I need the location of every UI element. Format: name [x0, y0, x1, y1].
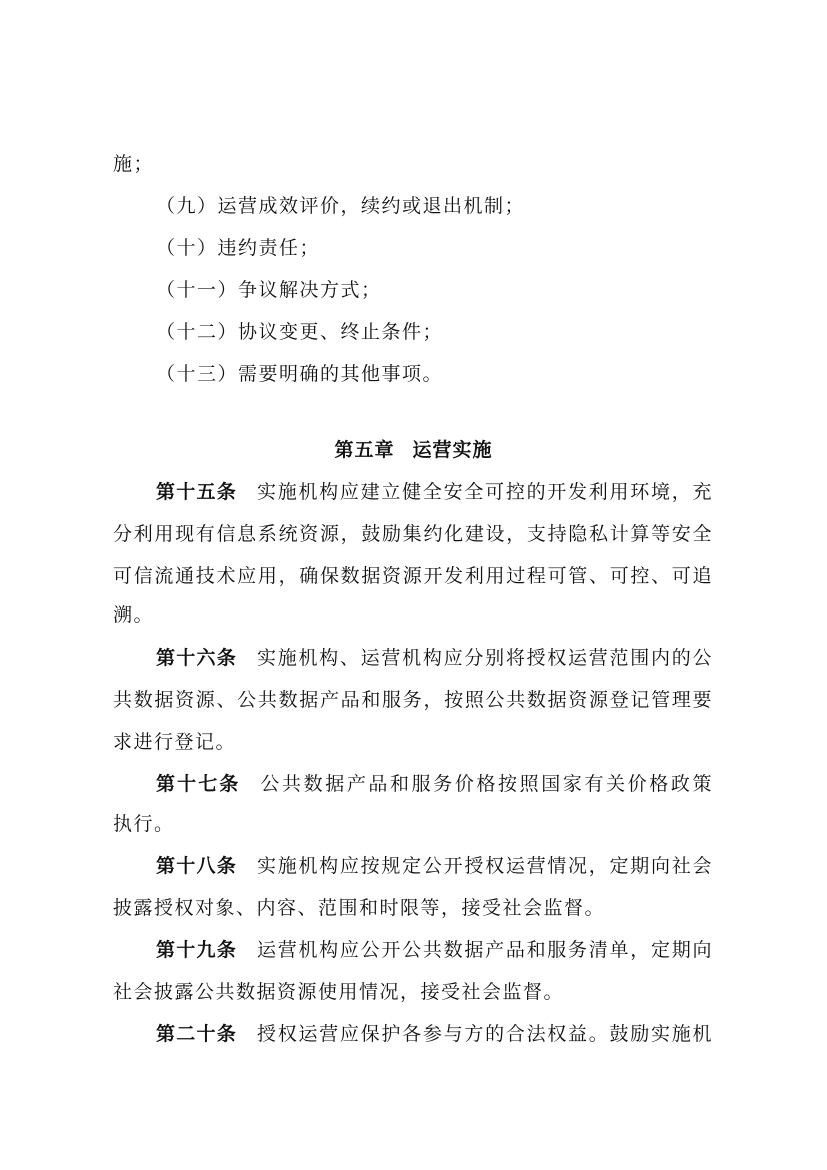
- article-19: [156, 938, 713, 962]
- list-item: （十三）需要明确的其他事项。: [156, 363, 444, 385]
- article-label: 第十七条: [156, 773, 241, 795]
- list-item: （十）违约责任；: [156, 237, 321, 259]
- article-18: [156, 854, 713, 878]
- article-label: 第十六条: [156, 647, 237, 669]
- article-text: 运营机构应公开公共数据产品和服务清单，定期向: [256, 939, 713, 961]
- article-text: 披露授权对象、内容、范围和时限等，接受社会监督。: [113, 897, 606, 919]
- article-label: 第二十条: [156, 1023, 237, 1045]
- list-item: （十二）协议变更、终止条件；: [156, 321, 444, 343]
- article-text: 公共数据产品和服务价格按照国家有关价格政策: [260, 773, 713, 795]
- article-text: 分利用现有信息系统资源，鼓励集约化建设，支持隐私计算等安全: [113, 523, 713, 545]
- article-text: 社会披露公共数据资源使用情况，接受社会监督。: [113, 981, 565, 1003]
- article-20: [156, 1022, 713, 1046]
- article-text: 授权运营应保护各参与方的合法权益。鼓励实施机: [256, 1023, 713, 1045]
- article-text: 溯。: [113, 604, 155, 626]
- list-item: （九）运营成效评价，续约或退出机制；: [156, 195, 526, 217]
- article-text: 实施机构应按规定公开授权运营情况，定期向社会: [256, 855, 713, 877]
- article-text: 实施机构、运营机构应分别将授权运营范围内的公: [256, 647, 713, 669]
- continuation-text: 施；: [113, 153, 155, 175]
- article-label: 第十九条: [156, 939, 237, 961]
- article-text: 求进行登记。: [113, 731, 237, 753]
- chapter-title: 运营实施: [412, 439, 493, 461]
- chapter-number: 第五章: [334, 439, 395, 461]
- article-text: 实施机构应建立健全安全可控的开发利用环境，充: [256, 481, 713, 503]
- article-text: 共数据资源、公共数据产品和服务，按照公共数据资源登记管理要: [113, 689, 713, 711]
- article-label: 第十五条: [156, 481, 237, 503]
- article-text: 可信流通技术应用，确保数据资源开发利用过程可管、可控、可追: [113, 565, 713, 587]
- article-15: [156, 480, 713, 504]
- article-16: [156, 646, 713, 670]
- article-text: 执行。: [113, 813, 175, 835]
- chapter-heading: [0, 438, 827, 462]
- article-label: 第十八条: [156, 855, 237, 877]
- article-17: [156, 772, 713, 796]
- list-item: （十一）争议解决方式；: [156, 279, 382, 301]
